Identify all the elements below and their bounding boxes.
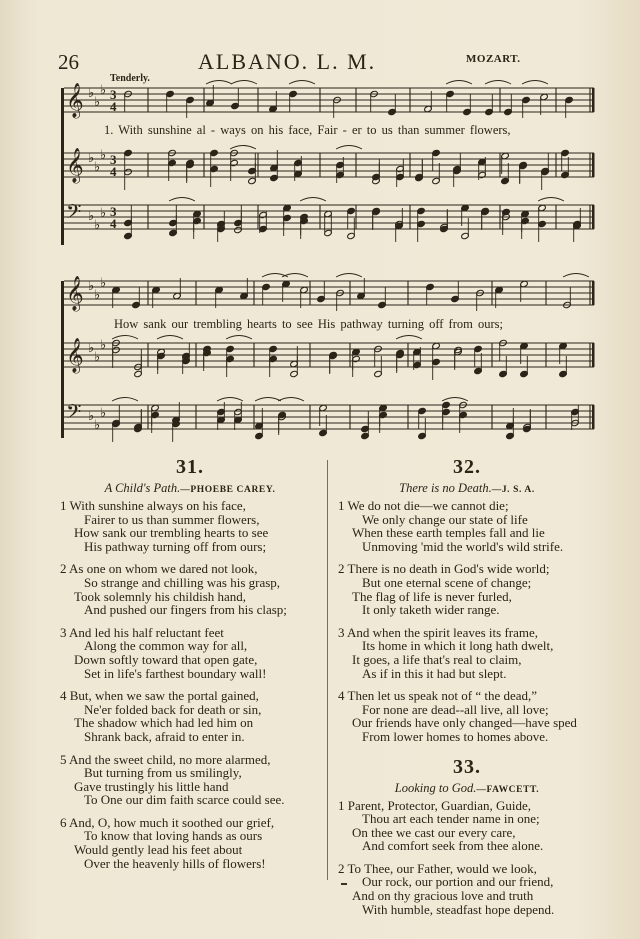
column-divider	[327, 460, 328, 880]
hymn-title: A Child's Path.	[104, 481, 181, 495]
final-bar-line	[592, 281, 595, 305]
footer-mark	[341, 883, 347, 885]
slur-mark	[157, 336, 183, 340]
verse-line: So strange and chilling was his grasp,	[84, 574, 281, 590]
verse-line: 3 And when the spirit leaves its frame,	[338, 624, 539, 640]
verse-line: 1 We do not die—we cannot die;	[338, 498, 509, 513]
flat-sign-icon: ♭	[94, 288, 101, 303]
hymn-number: 32.	[453, 456, 481, 478]
slur-mark	[255, 398, 281, 402]
verse	[332, 862, 602, 916]
verse-line: As if in this it had but slept.	[362, 665, 507, 681]
flat-sign-icon: ♭	[88, 341, 95, 356]
verse-line: Would gently lead his feet about	[74, 842, 243, 858]
time-signature-top: 3	[110, 152, 117, 167]
verse-line: 1 Parent, Protector, Guardian, Guide,	[338, 797, 531, 813]
tempo-marking: Tenderly.	[110, 73, 150, 84]
final-bar-line	[592, 153, 595, 177]
final-bar-line	[592, 343, 595, 367]
flat-sign-icon: ♭	[88, 86, 95, 101]
slur-mark	[262, 274, 288, 278]
time-signature-top: 3	[110, 204, 117, 219]
flat-sign-icon: ♭	[88, 409, 95, 424]
verse-line: Our friends have only changed—have sped	[352, 715, 577, 731]
treble-clef-icon: 𝄞	[66, 276, 84, 311]
verse-line: 4 Then let us speak not of “ the dead,”	[338, 688, 538, 704]
verse-line: Unmoving 'mid the world's wild strife.	[362, 538, 564, 554]
verse-line: And comfort seek from thee alone.	[362, 838, 544, 854]
flat-sign-icon: ♭	[88, 151, 95, 166]
verse	[54, 689, 326, 743]
verse-line: We only change our state of life	[362, 511, 528, 527]
verse-line: 5 And the sweet child, no more alarmed,	[60, 751, 271, 767]
hymn-number: 31.	[176, 456, 204, 478]
flat-sign-icon: ♭	[94, 95, 101, 110]
verse-line: 2 To Thee, our Father, would we look,	[338, 860, 537, 876]
slur-mark	[217, 398, 243, 402]
verse-line: To know that loving hands as ours	[84, 828, 263, 844]
verse-line: To One our dim faith scarce could see.	[84, 792, 285, 808]
verse	[54, 753, 326, 807]
verse-line: Along the common way for all,	[84, 638, 248, 654]
slur-mark	[336, 146, 362, 150]
verse-line: How sank our trembling hearts to see	[74, 525, 269, 541]
verse-line: And on thy gracious love and truth	[352, 888, 534, 904]
flat-sign-icon: ♭	[100, 83, 107, 98]
slur-mark	[206, 81, 232, 85]
verse-line: It goes, a life that's real to claim,	[352, 651, 522, 667]
verse-line: It only taketh wider range.	[362, 602, 500, 618]
verse	[54, 499, 326, 553]
slur-mark	[169, 198, 195, 202]
flat-sign-icon: ♭	[100, 148, 107, 163]
hymn-column-left	[54, 455, 326, 879]
time-signature-bottom: 4	[110, 99, 117, 114]
bass-clef-icon: 𝄢	[66, 400, 82, 428]
verse-line: Gave trustingly his little hand	[74, 778, 229, 794]
verse-line: Thou art each tender name in one;	[362, 811, 540, 827]
system-bracket	[61, 281, 64, 438]
flat-sign-icon: ♭	[100, 276, 107, 291]
slur-mark	[442, 398, 468, 402]
time-signature-bottom: 4	[110, 164, 117, 179]
verse-line: When these earth temples fall and lie	[352, 525, 545, 541]
verse-line: Ne'er folded back for death or sin,	[84, 701, 262, 717]
verse	[332, 499, 602, 553]
verse	[332, 689, 602, 743]
verse-line: Fairer to us than summer flowers,	[84, 511, 260, 527]
slur-mark	[282, 274, 308, 278]
hymn-author: —PHOEBE CAREY.	[180, 485, 276, 495]
final-bar-line	[592, 205, 595, 229]
verse-line: 3 And led his half reluctant feet	[60, 624, 224, 640]
verse	[54, 562, 326, 616]
hymn-title: Looking to God.	[394, 780, 477, 795]
verse-line: 2 There is no death in God's wide world;	[338, 561, 550, 577]
verse-line: 2 As one on whom we dared not look,	[60, 561, 258, 577]
final-bar-line	[592, 88, 595, 112]
verse	[332, 799, 602, 853]
flat-sign-icon: ♭	[100, 406, 107, 421]
hymn-title: There is no Death.	[399, 481, 492, 495]
verse	[332, 562, 602, 616]
treble-clef-icon: 𝄞	[66, 83, 84, 118]
slur-mark	[522, 81, 548, 85]
hymn-number: 33.	[453, 755, 481, 778]
slur-mark	[112, 336, 138, 340]
verse-line: From lower homes to homes above.	[362, 728, 549, 744]
flat-sign-icon: ♭	[94, 160, 101, 175]
slur-mark	[231, 81, 257, 85]
final-bar-line	[592, 405, 595, 429]
flat-sign-icon: ♭	[100, 338, 107, 353]
verse	[54, 626, 326, 680]
slur-mark	[230, 146, 256, 150]
verse-line: With humble, steadfast hope depend.	[362, 901, 555, 917]
verse-line: But one eternal scene of change;	[362, 574, 532, 590]
verse-line: His pathway turning off from ours;	[84, 538, 267, 554]
slur-mark	[289, 81, 315, 85]
slur-mark	[336, 274, 362, 278]
verse-line: And pushed our fingers from his clasp;	[84, 602, 287, 618]
composer: MOZART.	[466, 53, 521, 65]
verse-line: Its home in which it long hath dwelt,	[362, 638, 554, 654]
slur-mark	[278, 398, 304, 402]
verse-line: The shadow which had led him on	[74, 715, 254, 731]
lyric-line-2: How sank our trembling hearts to see His pathway turning off from ours;	[114, 317, 503, 331]
page-number: 26	[58, 50, 79, 74]
verse	[332, 626, 602, 680]
hymn-author: —J. S. A.	[491, 485, 535, 495]
hymn-title-line	[54, 479, 326, 497]
verse-line: Our rock, our portion and our friend,	[362, 874, 554, 890]
flat-sign-icon: ♭	[100, 206, 107, 221]
verse-line: 6 And, O, how much it soothed our grief,	[60, 814, 275, 830]
treble-clef-icon: 𝄞	[66, 148, 84, 183]
time-signature-bottom: 4	[110, 216, 117, 231]
verse-line: But turning from us smilingly,	[84, 765, 242, 781]
verse	[54, 816, 326, 870]
hymn-author: —FAWCETT.	[476, 784, 540, 795]
verse-line: On thee we cast our every care,	[352, 824, 516, 840]
hymn-title-line	[332, 779, 602, 797]
verse-line: 4 But, when we saw the portal gained,	[60, 688, 259, 704]
slur-mark	[112, 398, 138, 402]
slur-mark	[226, 336, 252, 340]
flat-sign-icon: ♭	[94, 418, 101, 433]
verse-line: 1 With sunshine always on his face,	[60, 498, 246, 513]
system-bracket	[61, 88, 64, 245]
hymn-title-line	[332, 479, 602, 497]
verse-line: For none are dead--all live, all love;	[362, 701, 549, 717]
flat-sign-icon: ♭	[94, 218, 101, 233]
tune-title: ALBANO. L. M.	[198, 49, 377, 74]
verse-line: Took solemnly his childish hand,	[74, 588, 247, 604]
verse-line: Over the heavenly hills of flowers!	[84, 855, 266, 871]
flat-sign-icon: ♭	[88, 209, 95, 224]
slur-mark	[300, 198, 326, 202]
slur-mark	[446, 81, 472, 85]
slur-mark	[563, 274, 589, 278]
verse-line: Down softly toward that open gate,	[74, 651, 258, 667]
verse-line: Set in life's farthest boundary wall!	[84, 665, 267, 681]
flat-sign-icon: ♭	[88, 279, 95, 294]
music-score	[0, 0, 640, 450]
bass-clef-icon: 𝄢	[66, 200, 82, 228]
hymn-column-right	[332, 455, 602, 925]
time-signature-top: 3	[110, 87, 117, 102]
verse-line: Shrank back, afraid to enter in.	[84, 728, 245, 744]
lyric-line-1: 1. With sunshine al - ways on his face, Fair - er to us than summer flowers,	[104, 123, 511, 137]
slur-mark	[485, 81, 511, 85]
slur-mark	[396, 336, 422, 340]
treble-clef-icon: 𝄞	[66, 338, 84, 373]
flat-sign-icon: ♭	[94, 350, 101, 365]
verse-line: The flag of life is never furled,	[352, 588, 512, 604]
slur-mark	[538, 198, 564, 202]
